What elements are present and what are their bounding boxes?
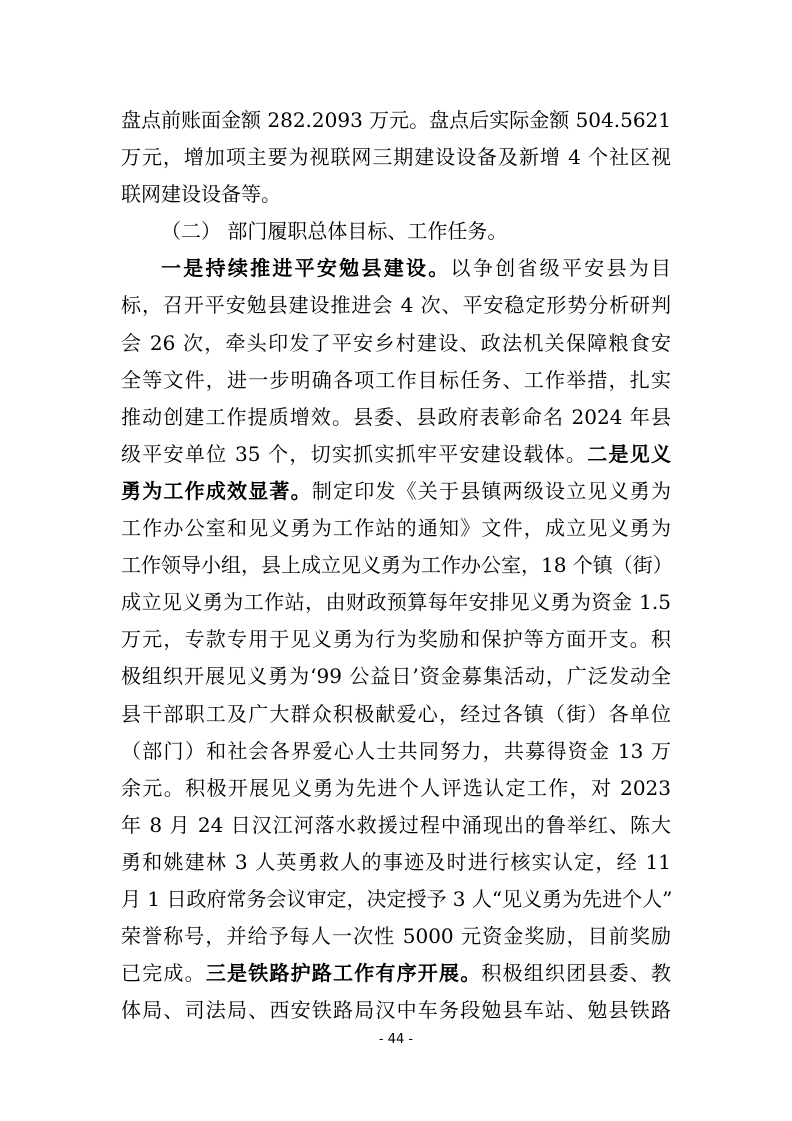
text-run: 工作领导小组，县上成立见义勇为工作办公室，18 个镇（街） [121,553,673,578]
text-line [121,696,671,733]
text-line [121,510,671,547]
text-line [121,287,671,324]
body-text [121,102,671,1029]
text-line [121,955,671,992]
text-run: 成立见义勇为工作站，由财政预算每年安排见义勇为资金 1.5 [121,590,671,615]
text-run: 积极组织团县委、教 [481,961,672,986]
text-line [121,139,671,176]
text-run: 制定印发《关于县镇两级设立见义勇为 [311,478,672,503]
page-number: - 44 - [378,1032,414,1047]
text-run: 体局、司法局、西安铁路局汉中车务段勉县车站、勉县铁路 [121,998,671,1023]
text-line [121,399,671,436]
text-run: 盘点前账面金额 282.2093 万元。盘点后实际金额 504.5621 [121,108,671,132]
text-line [121,844,671,881]
text-line [121,473,671,510]
text-run: 全等文件，进一步明确各项工作目标任务、工作举措，扎实 [121,367,671,392]
text-line [121,250,671,287]
text-run: 年 8 月 24 日汉江河落水救援过程中涌现出的鲁举红、陈大 [121,812,671,837]
bold-heading-run: 三是铁路护路工作有序开展。 [205,961,482,986]
text-run: 已完成。 [121,961,206,986]
text-line [121,621,671,658]
text-line [121,102,671,139]
text-run: （部门）和社会各界爱心人士共同努力，共募得资金 13 万 [121,738,671,763]
text-line [121,881,671,918]
text-run: 推动创建工作提质增效。县委、县政府表彰命名 2024 年县 [121,404,671,429]
text-line [121,807,671,844]
text-run: 极组织开展见义勇为‘99 公益日’资金募集活动，广泛发动全 [121,664,671,689]
text-run: 余元。积极开展见义勇为先进个人评选认定工作，对 2023 [121,775,671,800]
text-run: 万元，增加项主要为视联网三期建设设备及新增 4 个社区视 [121,145,671,170]
text-run: 县干部职工及广大群众积极献爱心，经过各镇（街）各单位 [121,701,671,726]
text-line [121,770,671,807]
bold-heading-run: 勇为工作成效显著。 [121,478,312,503]
text-run: 以争创省级平安县为目 [450,256,672,281]
text-line [121,918,671,955]
text-run: 荣誉称号，并给予每人一次性 5000 元资金奖励，目前奖励 [121,924,671,949]
text-run: 月 1 日政府常务会议审定，决定授予 3 人“见义勇为先进个人” [121,886,673,911]
bold-heading-run: 二是见义 [587,441,672,466]
text-line [121,436,671,473]
bold-heading-run: 一是持续推进平安勉县建设。 [161,256,451,281]
text-line [121,547,671,584]
text-run: 标，召开平安勉县建设推进会 4 次、平安稳定形势分析研判 [121,293,671,318]
text-line [121,213,671,250]
text-line [121,362,671,399]
text-run: 万元，专款专用于见义勇为行为奖励和保护等方面开支。积 [121,627,671,652]
text-line [121,992,671,1029]
text-line [121,658,671,695]
text-line [121,325,671,362]
text-run: 会 26 次，牵头印发了平安乡村建设、政法机关保障粮食安 [121,330,671,355]
text-line [121,733,671,770]
text-run: 勇和姚建林 3 人英勇救人的事迹及时进行核实认定，经 11 [121,849,671,874]
text-run: （二） 部门履职总体目标、工作任务。 [161,219,508,244]
text-run: 工作办公室和见义勇为工作站的通知》文件，成立见义勇为 [121,516,671,541]
text-line [121,176,671,213]
text-run: 联网建设设备等。 [121,182,281,207]
text-run: 级平安单位 35 个，切实抓实抓牢平安建设载体。 [121,441,588,466]
text-line [121,584,671,621]
